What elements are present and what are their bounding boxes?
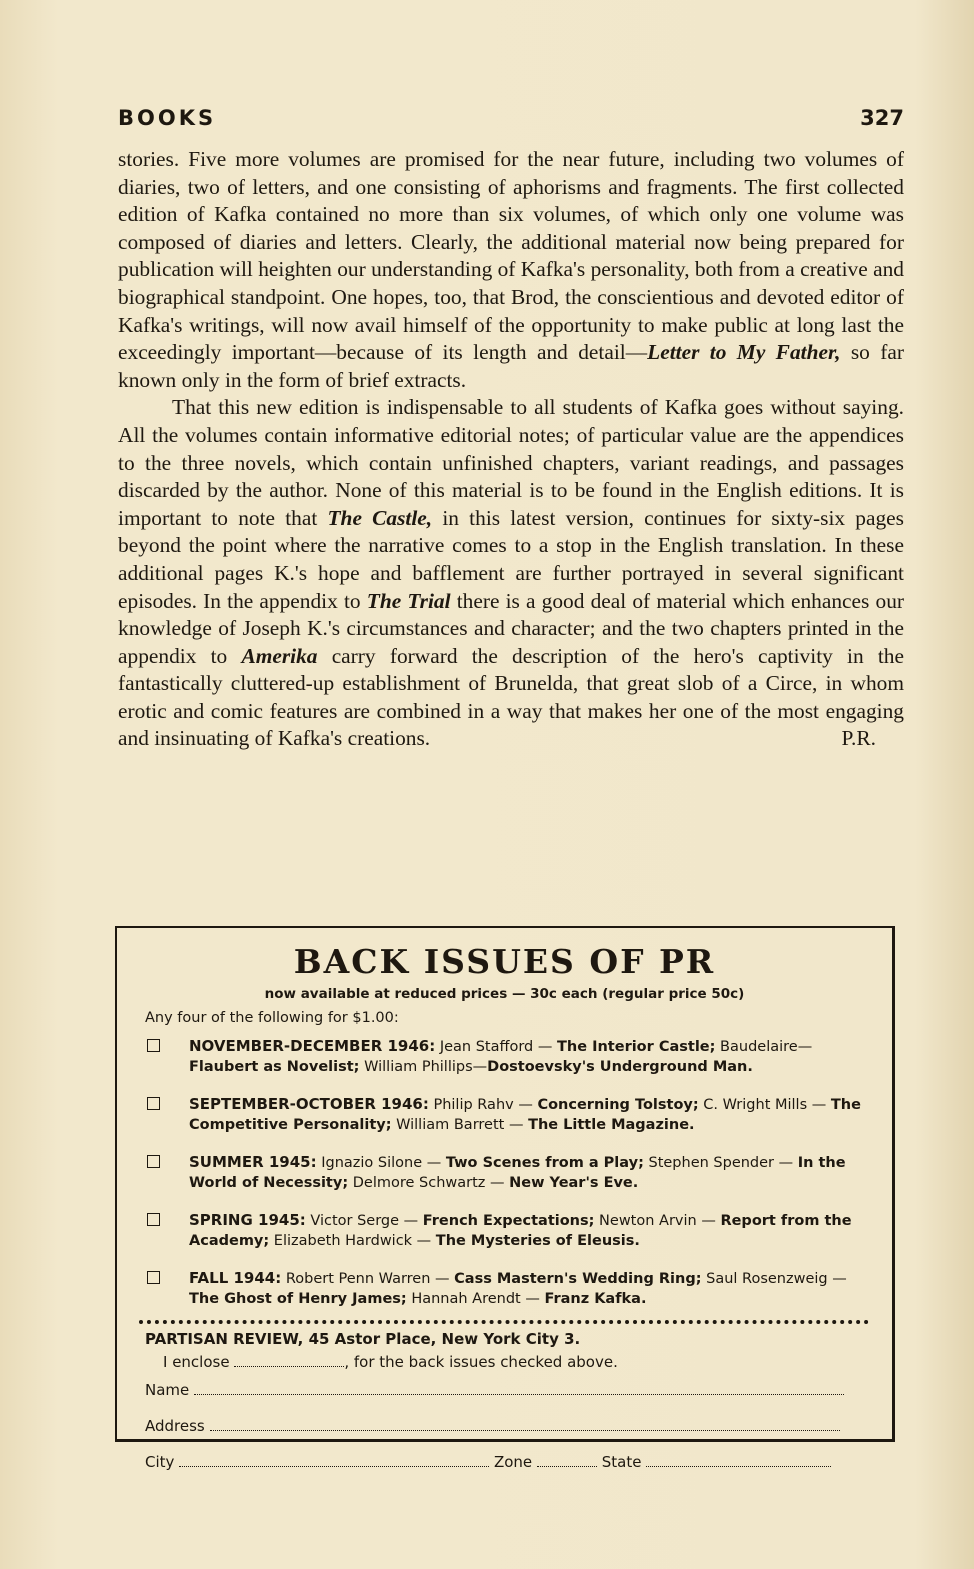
book-title-castle: The Castle, [327,505,433,530]
cut-here-dotted-line [139,1320,869,1328]
issue-option-sep-oct-1946[interactable]: SEPTEMBER-OCTOBER 1946: Philip Rahv — Concerning Tolstoy; C. Wright Mills — The Competitive Personality; William Barrett — The Little Magazine. [145,1094,875,1140]
ad-subtitle: now available at reduced prices — 30c each (regular price 50c) [264,986,745,1002]
amount-field[interactable] [234,1352,344,1367]
running-head [118,106,904,138]
issue-checkbox[interactable] [147,1039,160,1052]
city-zone-state-line: City Zone State [145,1452,875,1474]
order-address: PARTISAN REVIEW, 45 Astor Place, New York City 3. [145,1330,581,1348]
name-line: Name [145,1380,875,1402]
back-issues-ad [115,926,895,1471]
name-field[interactable] [194,1380,844,1395]
issue-checkbox[interactable] [147,1097,160,1110]
ad-offer: Any four of the following for $1.00: [145,1010,399,1026]
state-field[interactable] [646,1452,831,1467]
paragraph-1: stories. Five more volumes are promised for the near future, including two volumes of diaries, two of letters, and one consisting of aphorisms and fragments. The first collected edition of Kafka contained no more than six volumes, of which only one volume was composed of diaries and letters. Clearly, the additional material now being prepared for publication will heighten our understanding of Kafka's personality, both from a creative and biographical standpoint. One hopes, too, that Brod, the conscientious and devoted editor of Kafka's writings, will now avail himself of the opportunity to make public at long last the exceedingly important—because of its length and detail—Letter to My Father, so far known only in the form of brief extracts. [118,147,904,392]
reviewer-signature: P.R. [841,726,876,751]
address-line: Address [145,1416,875,1438]
issue-checkbox[interactable] [147,1271,160,1284]
issue-option-nov-dec-1946[interactable]: NOVEMBER-DECEMBER 1946: Jean Stafford — The Interior Castle; Baudelaire—Flaubert as Novelist; William Phillips—Dostoevsky's Underground Man. [145,1036,875,1082]
address-field[interactable] [210,1416,840,1431]
book-title-letter: Letter to My Father, [647,340,841,365]
paragraph-2: That this new edition is indispensable to all students of Kafka goes without saying. All the volumes contain informative editorial notes; of particular value are the appendices to the three novels, which contain unfinished chapters, variant readings, and passages discarded by the author. None of this material is to be found in the English editions. It is important to note that The Castle, in this latest version, continues for sixty-six pages beyond the point where the narrative comes to a stop in the English translation. In these additional pages K.'s hope and bafflement are further portrayed in several significant episodes. In the appendix to The Trial there is a good deal of material which enhances our knowledge of Joseph K.'s circumstances and character; and the two chapters printed in the appendix to Amerika carry forward the description of the hero's captivity in the fantastically cluttered-up establishment of Brunelda, that great slob of a Circe, in whom erotic and comic features are combined in a way that makes her one of the most engaging and insinuating of Kafka's creations. [118,395,905,751]
issue-checkbox[interactable] [147,1213,160,1226]
city-field[interactable] [179,1452,489,1467]
ad-title: BACK ISSUES OF PR [293,942,716,981]
book-title-amerika: Amerika [241,643,318,668]
book-title-trial: The Trial [366,588,451,613]
zone-field[interactable] [537,1452,597,1467]
issue-option-spring-1945[interactable]: SPRING 1945: Victor Serge — French Expectations; Newton Arvin — Report from the Academy; Elizabeth Hardwick — The Mysteries of Eleusis. [145,1210,875,1256]
issue-option-summer-1945[interactable]: SUMMER 1945: Ignazio Silone — Two Scenes from a Play; Stephen Spender — In the World of Necessity; Delmore Schwartz — New Year's Eve. [145,1152,875,1198]
section-title: BOOKS [118,106,217,130]
issue-option-fall-1944[interactable]: FALL 1944: Robert Penn Warren — Cass Mastern's Wedding Ring; Saul Rosenzweig — The Ghost of Henry James; Hannah Arendt — Franz Kafka. [145,1268,875,1314]
page-number: 327 [860,106,904,130]
enclose-line: I enclose , for the back issues checked above. [163,1353,618,1371]
issue-checkbox[interactable] [147,1155,160,1168]
review-text [118,146,904,753]
